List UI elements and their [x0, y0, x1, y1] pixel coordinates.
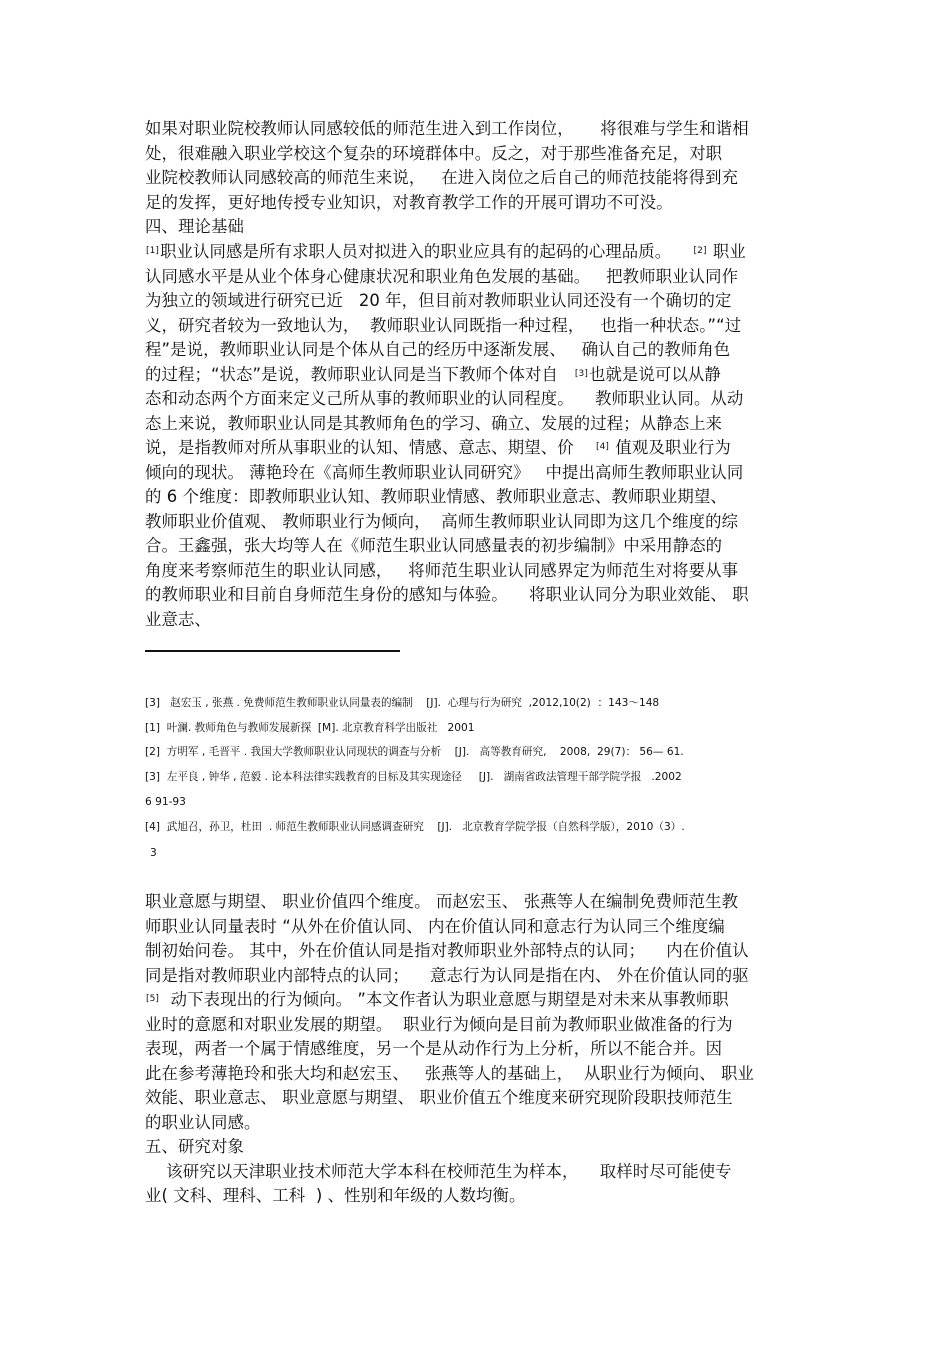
text-line: [5] 动下表现出的行为倾向。 ”本文作者认为职业意愿与期望是对未来从事教师职 [146, 990, 729, 1009]
section-heading: 四、理论基础 [145, 217, 244, 236]
footnote-page-number: 3 [150, 847, 157, 859]
text-line: 态上来说，教师职业认同是其教师角色的学习、确立、发展的过程；从静态上来 [145, 413, 723, 433]
text-line: 态和动态两个方面来定义己所从事的教师职业的认同程度。 教师职业认同。从动 [145, 389, 744, 408]
paragraph-theory [145, 240, 810, 632]
text-line: 制初始问卷。 其中，外在价值认同是指对教师职业外部特点的认同； 内在价值认 [145, 941, 749, 960]
footnote-divider [145, 650, 400, 652]
text-line: 此在参考薄艳玲和张大均和赵宏玉、 张燕等人的基础上， 从职业行为倾向、 职业 [145, 1063, 755, 1083]
text-line: 师职业认同量表时 “从外在价值认同、 内在价值认同和意志行为认同三个维度编 [145, 916, 725, 936]
text-line: 业院校教师认同感较高的师范生来说， 在进入岗位之后自己的师范技能将得到充 [145, 168, 739, 187]
section-heading: 五、研究对象 [145, 1137, 244, 1156]
footnote: [3] 赵宏玉 , 张燕 . 免费师范生教师职业认同量表的编制 [J]. 心理与行为研究 ,2012,10(2) ：143～148 [145, 697, 660, 709]
paragraph-intro [145, 117, 810, 240]
text-line: 的 6 个维度：即教师职业认知、教师职业情感、教师职业意志、教师职业期望、 [145, 487, 727, 506]
citation-ref: [2] [693, 246, 707, 256]
text-line: 倾向的现状。 薄艳玲在《高师生教师职业认同研究》 中提出高师生教师职业认同 [145, 462, 744, 482]
text-line: 的教师职业和目前自身师范生身份的感知与体验。 将职业认同分为职业效能、 职 [145, 585, 749, 604]
text-line: 足的发挥，更好地传授专业知识，对教育教学工作的开展可谓功不可没。 [145, 192, 673, 212]
text-line: 职业意愿与期望、 职业价值四个维度。 而赵宏玉、 张燕等人在编制免费师范生教 [145, 892, 739, 911]
citation-ref: [4] [596, 442, 610, 452]
text-line: 同是指对教师职业内部特点的认同； 意志行为认同是指在内、 外在价值认同的驱 [145, 965, 749, 985]
text-line: 表现，两者一个属于情感维度，另一个是从动作行为上分析，所以不能合并。因 [145, 1039, 723, 1058]
footnote: [2] 方明军 , 毛晋平 . 我国大学教师职业认同现状的调查与分析 [J]. 高等教育研究, 2008, 29(7)： 56— 61. [145, 746, 684, 758]
footnote: [4] 武旭召，孙卫，杜田 . 师范生教师职业认同感调查研究 [J]. 北京教育学院学报（自然科学版），2010（3）. [145, 821, 685, 833]
text-line: 合。王鑫强，张大均等人在《师范生职业认同感量表的初步编制》中采用静态的 [145, 536, 723, 555]
footnote: [3] 左平良 , 钟华 , 范毅 . 论本科法律实践教育的目标及其实现途径 [J]. 湖南省政法管理干部学院学报 .2002 [145, 771, 682, 783]
text-line: 如果对职业院校教师认同感较低的师范生进入到工作岗位， 将很难与学生和谐相 [145, 119, 749, 138]
text-line: 为独立的领域进行研究已近 20 年，但目前对教师职业认同还没有一个确切的定 [145, 291, 732, 310]
text-line: 业( 文科、理科、工科 ) 、性别和年级的人数均衡。 [145, 1186, 526, 1205]
citation-ref: [1] [146, 246, 160, 256]
footnote: [1] 叶澜. 教师角色与教师发展新探 [M]. 北京教育科学出版社 2001 [145, 722, 475, 734]
text-line: 业时的意愿和对职业发展的期望。 职业行为倾向是目前为教师职业做准备的行为 [145, 1014, 733, 1034]
text-line: [1]职业认同感是所有求职人员对拟进入的职业应具有的起码的心理品质。 [2] 职业 [146, 242, 746, 261]
text-line: 业意志、 [145, 609, 211, 629]
text-line: 认同感水平是从业个体身心健康状况和职业角色发展的基础。 把教师职业认同作 [145, 266, 739, 286]
text-line: 处，很难融入职业学校这个复杂的环境群体中。反之，对于那些准备充足，对职 [145, 143, 723, 163]
text-line: 该研究以天津职业技术师范大学本科在校师范生为样本， 取样时尽可能使专 [145, 1161, 732, 1181]
footnote: 6 91-93 [145, 796, 186, 808]
text-line: 效能、职业意志、 职业意愿与期望、 职业价值五个维度来研究现阶段职技师范生 [145, 1088, 733, 1107]
text-line: 说，是指教师对所从事职业的认知、情感、意志、期望、价 [4] 值观及职业行为 [145, 438, 731, 457]
text-line: 角度来考察师范生的职业认同感， 将师范生职业认同感界定为师范生对将要从事 [145, 560, 739, 580]
paragraph-dimensions [145, 890, 810, 1209]
citation-ref: [5] [146, 994, 160, 1004]
text-line: 程”是说，教师职业认同是个体从自己的经历中逐渐发展、 确认自己的教师角色 [145, 340, 731, 359]
text-line: 教师职业价值观、 教师职业行为倾向， 高师生教师职业认同即为这几个维度的综 [145, 511, 739, 531]
text-line: 义，研究者较为一致地认为， 教师职业认同既指一种过程， 也指一种状态。”“过 [145, 315, 742, 335]
citation-ref: [3] [574, 368, 588, 379]
text-line: 的过程；“状态”是说，教师职业认同是当下教师个体对自 [3]也就是说可以从静 [145, 364, 721, 384]
text-line: 的职业认同感。 [145, 1112, 261, 1132]
